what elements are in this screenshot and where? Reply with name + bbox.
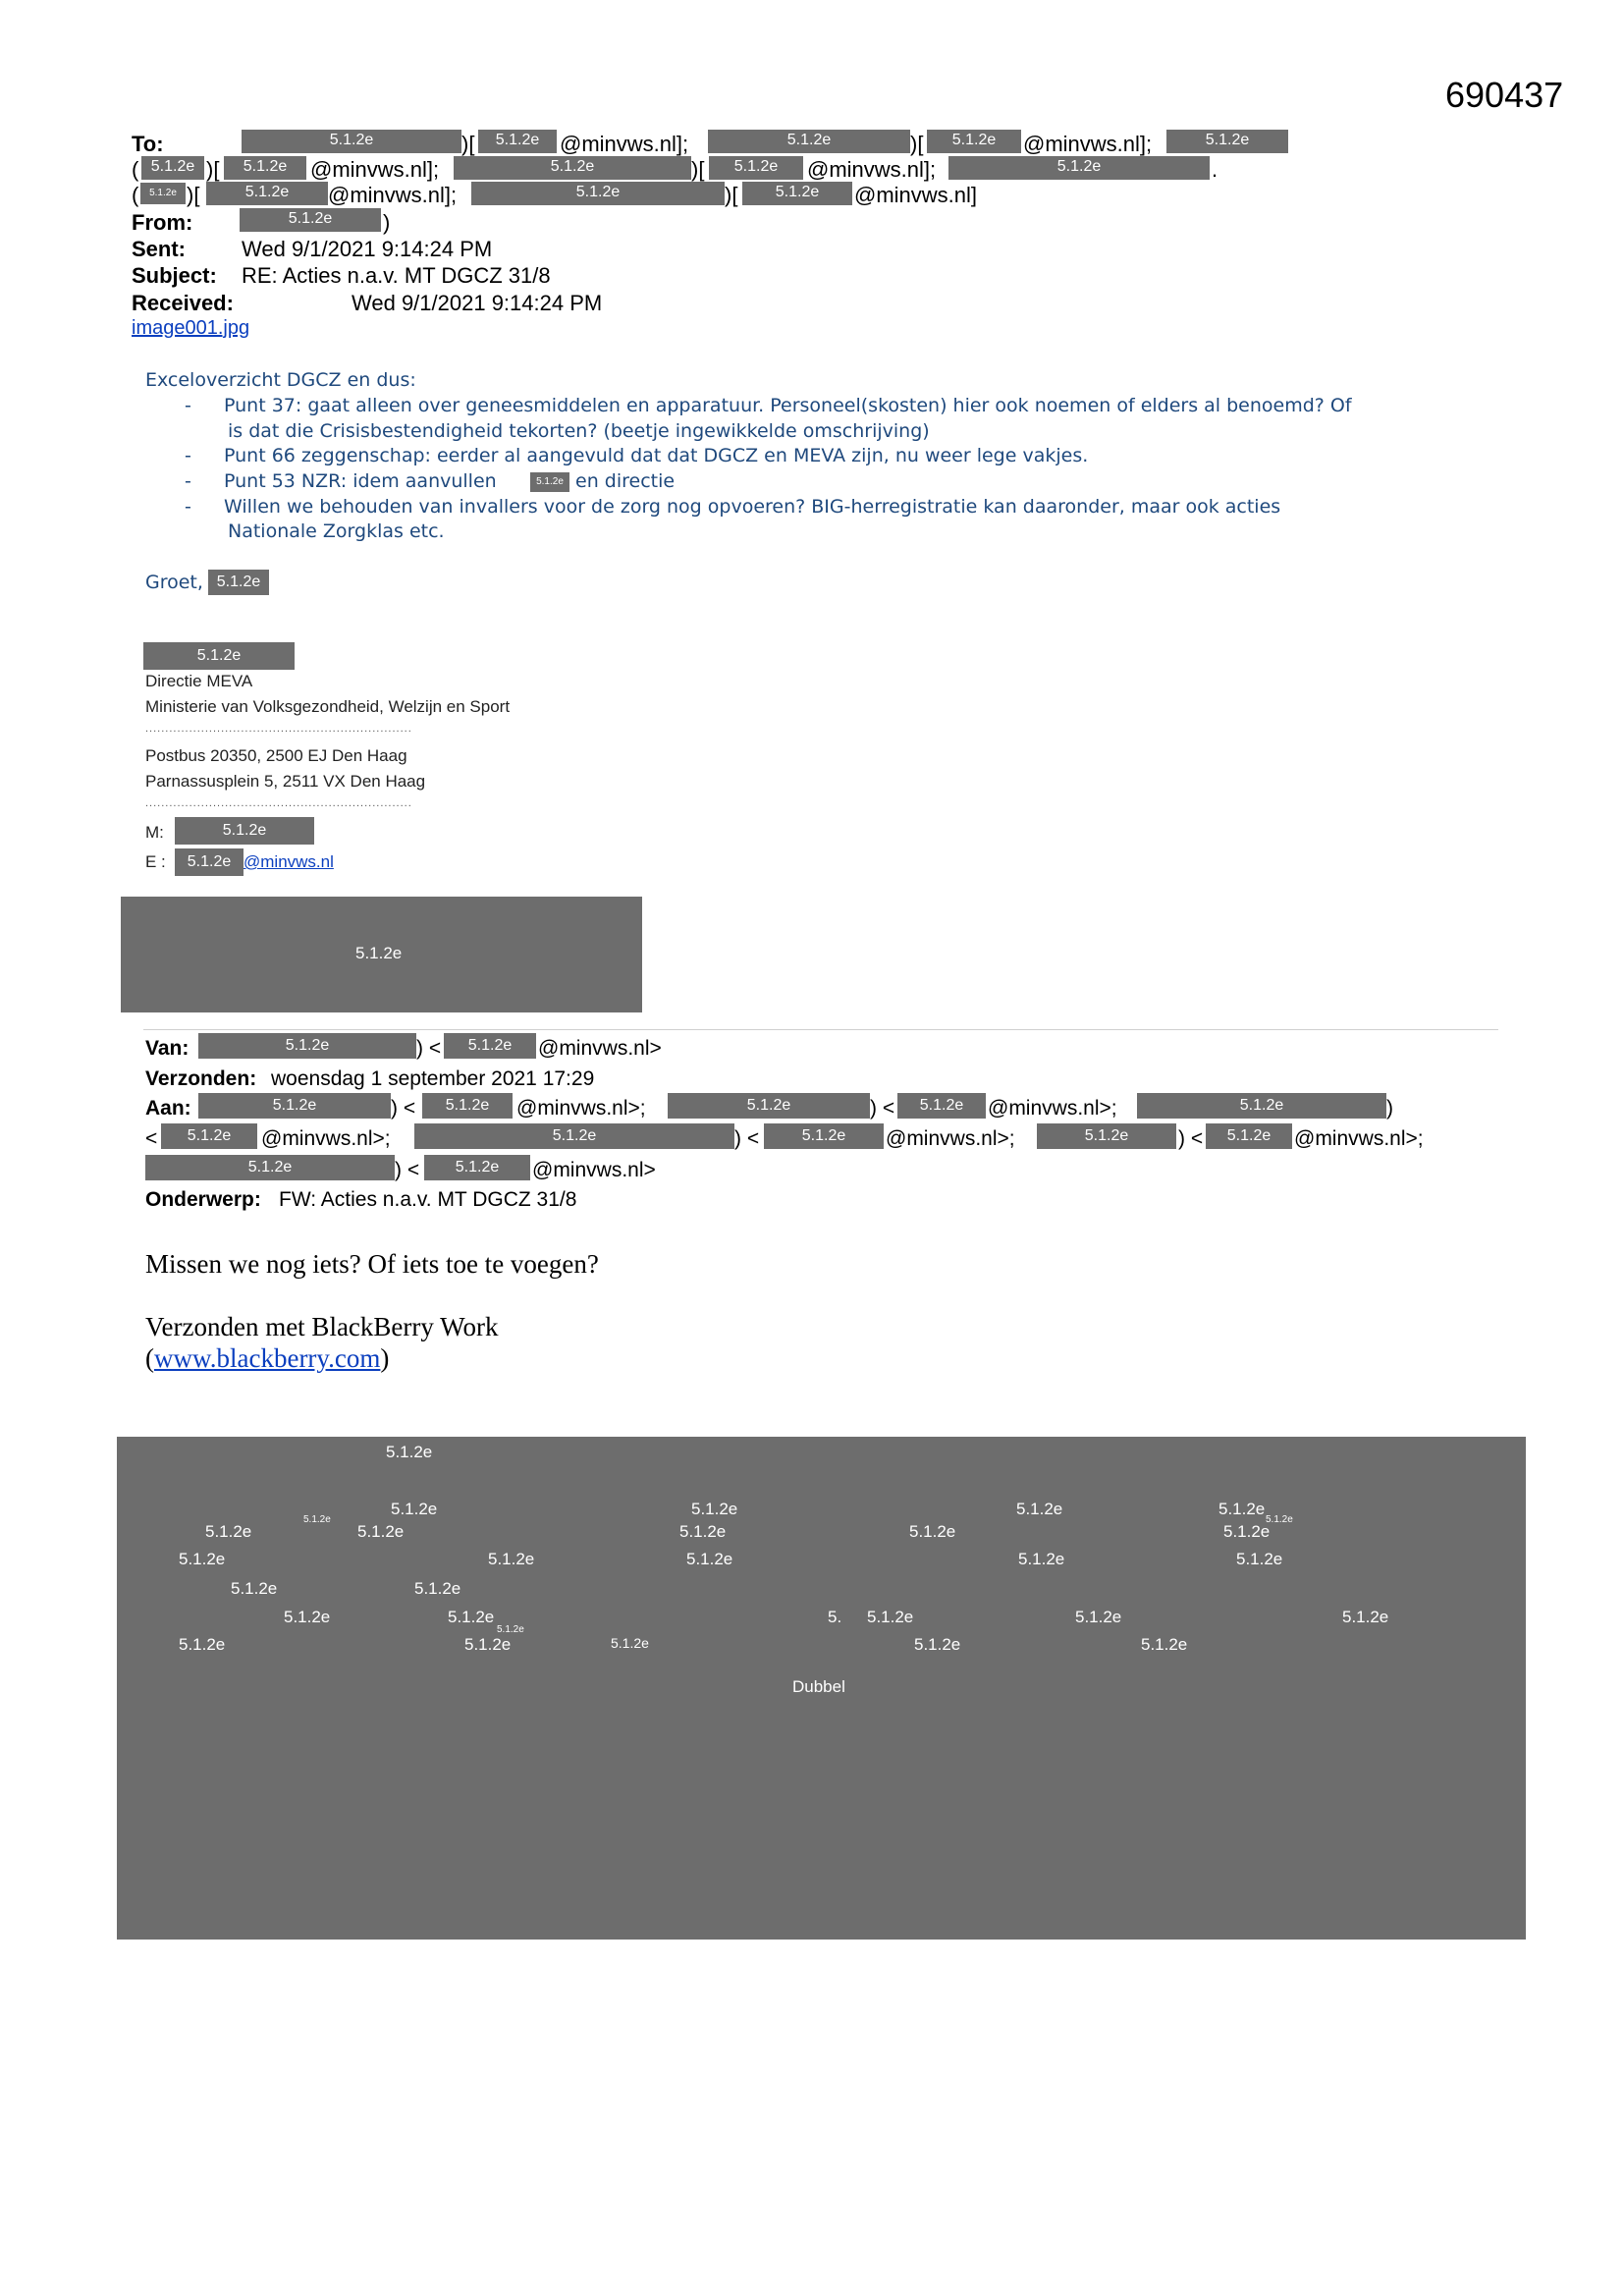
redaction: 5.1.2e — [1137, 1093, 1386, 1119]
redaction: 5.1.2e — [454, 156, 691, 180]
sig-m-label: M: — [145, 823, 164, 842]
redaction-label: 5.1.2e — [464, 1635, 512, 1654]
redaction: 5.1.2e — [424, 1155, 530, 1180]
onderwerp-value: FW: Acties n.a.v. MT DGCZ 31/8 — [279, 1188, 577, 1211]
angle-open: ) < — [395, 1159, 420, 1181]
bullet-dash: - — [185, 395, 191, 416]
redaction: 5.1.2e — [240, 208, 381, 232]
redaction-partial: 5. — [828, 1608, 842, 1626]
redaction: 5.1.2e — [764, 1123, 884, 1149]
email-domain: @minvws.nl] — [854, 183, 978, 207]
redaction-label: 5.1.2e — [231, 1579, 278, 1598]
link-line: (www.blackberry.com) — [145, 1343, 390, 1373]
redaction: 5.1.2e — [422, 1093, 513, 1119]
bullet-1-line1: Punt 37: gaat alleen over geneesmiddelen en apparatuur. Personeel(skosten) hier ook noemen of elders al benoemd? Of — [224, 395, 1352, 416]
redaction: 5.1.2e — [206, 182, 328, 205]
redaction: 5.1.2e — [140, 183, 186, 204]
redaction-label: 5.1.2e — [386, 1443, 433, 1461]
redaction: 5.1.2e — [1166, 130, 1288, 153]
redaction-label: 5.1.2e — [686, 1550, 733, 1568]
sig-email-link[interactable]: @minvws.nl — [244, 852, 334, 871]
aan-domain: @minvws.nl>; — [988, 1097, 1117, 1120]
bullet-dash: - — [185, 470, 191, 492]
dot: . — [1212, 157, 1218, 182]
aan-domain: @minvws.nl>; — [886, 1127, 1015, 1150]
subject-value: RE: Acties n.a.v. MT DGCZ 31/8 — [242, 263, 551, 288]
redaction: 5.1.2e — [208, 570, 269, 595]
bracket-sep: )[ — [691, 157, 705, 182]
aan-domain-end: @minvws.nl> — [532, 1159, 656, 1181]
redaction: 5.1.2e — [145, 1155, 395, 1180]
sig-divider: ................................................................... — [145, 797, 412, 809]
redaction: 5.1.2e — [175, 848, 244, 876]
van-label: Van: — [145, 1037, 189, 1060]
sig-dept: Directie MEVA — [145, 672, 253, 690]
redaction: 5.1.2e — [444, 1033, 536, 1059]
redaction-label: 5.1.2e — [1218, 1500, 1266, 1518]
close-paren: ) — [1386, 1097, 1393, 1120]
verzonden-label: Verzonden: — [145, 1067, 257, 1090]
redaction-label: 5.1.2e — [1236, 1550, 1283, 1568]
redaction-label: 5.1.2e — [414, 1579, 461, 1598]
angle-open: ) < — [870, 1097, 895, 1120]
aan-label: Aan: — [145, 1097, 191, 1120]
redaction-label: 5.1.2e — [1342, 1608, 1389, 1626]
redaction-label: 5.1.2e — [205, 1522, 252, 1541]
redaction-label: 5.1.2e — [867, 1608, 914, 1626]
angle-open: ) < — [391, 1097, 416, 1120]
angle-open: ) < — [1178, 1127, 1204, 1150]
redaction: 5.1.2e — [161, 1123, 257, 1149]
bullet-4-line2: Nationale Zorgklas etc. — [228, 520, 445, 542]
redaction: 5.1.2e — [668, 1093, 870, 1119]
redaction-label: 5.1.2e — [303, 1514, 331, 1525]
from-close: ) — [383, 210, 391, 235]
bracket-sep: )[ — [206, 157, 220, 182]
bullet-1-line2: is dat die Crisisbestendigheid tekorten? (beetje ingewikkelde omschrijving) — [228, 420, 930, 442]
bullet-4-line1: Willen we behouden van invallers voor de zorg nog opvoeren? BIG-herregistratie kan daaronder, maar ook acties — [224, 496, 1281, 518]
redaction: 5.1.2e — [742, 182, 852, 205]
redaction-label: 5.1.2e — [355, 944, 403, 962]
forward-message: Missen we nog iets? Of iets toe te voegen? — [145, 1249, 599, 1279]
aan-domain: @minvws.nl>; — [1294, 1127, 1424, 1150]
redaction-label: 5.1.2e — [909, 1522, 956, 1541]
redacted-block — [117, 1437, 1526, 1940]
attachment-link[interactable]: image001.jpg — [132, 317, 250, 339]
redaction-label: 5.1.2e — [391, 1500, 438, 1518]
redaction-label: 5.1.2e — [914, 1635, 961, 1654]
redaction: 5.1.2e — [198, 1093, 391, 1119]
angle-open: ) < — [416, 1037, 442, 1060]
body-intro: Exceloverzicht DGCZ en dus: — [145, 369, 416, 391]
subject-label: Subject: — [132, 263, 217, 288]
redaction-label: 5.1.2e — [284, 1608, 331, 1626]
redaction: 5.1.2e — [897, 1093, 986, 1119]
redaction: 5.1.2e — [927, 130, 1021, 153]
aan-domain: @minvws.nl>; — [261, 1127, 391, 1150]
bullet-3-part2: en directie — [575, 470, 676, 492]
redaction-label: 5.1.2e — [179, 1550, 226, 1568]
redaction-label: 5.1.2e — [488, 1550, 535, 1568]
van-domain: @minvws.nl> — [538, 1037, 662, 1060]
redaction-label: 5.1.2e — [497, 1624, 524, 1635]
redaction: 5.1.2e — [478, 130, 557, 153]
received-label: Received: — [132, 291, 234, 315]
dubbel-label: Dubbel — [792, 1677, 845, 1696]
email-domain: @minvws.nl]; — [807, 157, 937, 182]
sig-address: Parnassusplein 5, 2511 VX Den Haag — [145, 772, 426, 791]
bullet-dash: - — [185, 496, 191, 518]
sent-value: Wed 9/1/2021 9:14:24 PM — [242, 237, 493, 261]
bracket-sep: )[ — [187, 183, 200, 207]
redaction: 5.1.2e — [242, 130, 461, 153]
email-domain: @minvws.nl]; — [328, 183, 458, 207]
angle-open: ) < — [734, 1127, 760, 1150]
redaction-label: 5.1.2e — [1016, 1500, 1063, 1518]
angle-open: < — [145, 1127, 158, 1150]
sent-label: Sent: — [132, 237, 186, 261]
paren-open: ( — [132, 183, 139, 207]
sig-divider: ................................................................... — [145, 723, 412, 735]
redaction-label: 5.1.2e — [1266, 1514, 1293, 1525]
redaction: 5.1.2e — [948, 156, 1210, 180]
redaction: 5.1.2e — [141, 156, 204, 180]
to-label: To: — [132, 132, 164, 156]
paren-open: ( — [132, 157, 139, 182]
divider — [143, 1029, 1498, 1030]
onderwerp-label: Onderwerp: — [145, 1188, 261, 1211]
redaction-label: 5.1.2e — [1018, 1550, 1065, 1568]
redaction: 5.1.2e — [143, 642, 295, 670]
from-label: From: — [132, 210, 193, 235]
redaction-label: 5.1.2e — [691, 1500, 738, 1518]
redaction: 5.1.2e — [708, 130, 910, 153]
redaction-label: 5.1.2e — [179, 1635, 226, 1654]
received-value: Wed 9/1/2021 9:14:24 PM — [352, 291, 603, 315]
redaction: 5.1.2e — [414, 1123, 734, 1149]
redaction: 5.1.2e — [1206, 1123, 1292, 1149]
sig-ministry: Ministerie van Volksgezondheid, Welzijn en Sport — [145, 697, 511, 716]
redaction: 5.1.2e — [175, 817, 314, 845]
bullet-dash: - — [185, 445, 191, 466]
redaction-label: 5.1.2e — [448, 1608, 495, 1626]
document-number: 690437 — [1445, 75, 1564, 115]
sig-postbus: Postbus 20350, 2500 EJ Den Haag — [145, 746, 407, 765]
email-domain: @minvws.nl]; — [560, 132, 689, 156]
redaction: 5.1.2e — [709, 156, 803, 180]
email-domain: @minvws.nl]; — [310, 157, 440, 182]
redaction: 5.1.2e — [224, 156, 306, 180]
redaction: 5.1.2e — [530, 472, 569, 492]
redaction-label: 5.1.2e — [1075, 1608, 1122, 1626]
redaction-label: 5.1.2e — [679, 1522, 727, 1541]
sent-with: Verzonden met BlackBerry Work — [145, 1312, 499, 1341]
redaction-label: 5.1.2e — [1141, 1635, 1188, 1654]
redaction-label: 5.1.2e — [611, 1635, 649, 1651]
blackberry-link[interactable]: www.blackberry.com — [154, 1343, 381, 1373]
bracket-sep: )[ — [725, 183, 738, 207]
bullet-3-part1: Punt 53 NZR: idem aanvullen — [224, 470, 497, 492]
verzonden-value: woensdag 1 september 2021 17:29 — [271, 1067, 595, 1090]
greeting: Groet, — [145, 572, 203, 593]
aan-domain: @minvws.nl>; — [516, 1097, 646, 1120]
redaction-label: 5.1.2e — [1223, 1522, 1271, 1541]
redaction: 5.1.2e — [198, 1033, 416, 1059]
redaction: 5.1.2e — [471, 182, 725, 205]
sig-e-label: E : — [145, 852, 166, 871]
bullet-2-line1: Punt 66 zeggenschap: eerder al aangevuld dat dat DGCZ en MEVA zijn, nu weer lege vakjes. — [224, 445, 1089, 466]
redaction-label: 5.1.2e — [357, 1522, 405, 1541]
bracket-sep: )[ — [461, 132, 475, 156]
redaction: 5.1.2e — [1037, 1123, 1176, 1149]
email-domain: @minvws.nl]; — [1023, 132, 1153, 156]
bracket-sep: )[ — [910, 132, 924, 156]
